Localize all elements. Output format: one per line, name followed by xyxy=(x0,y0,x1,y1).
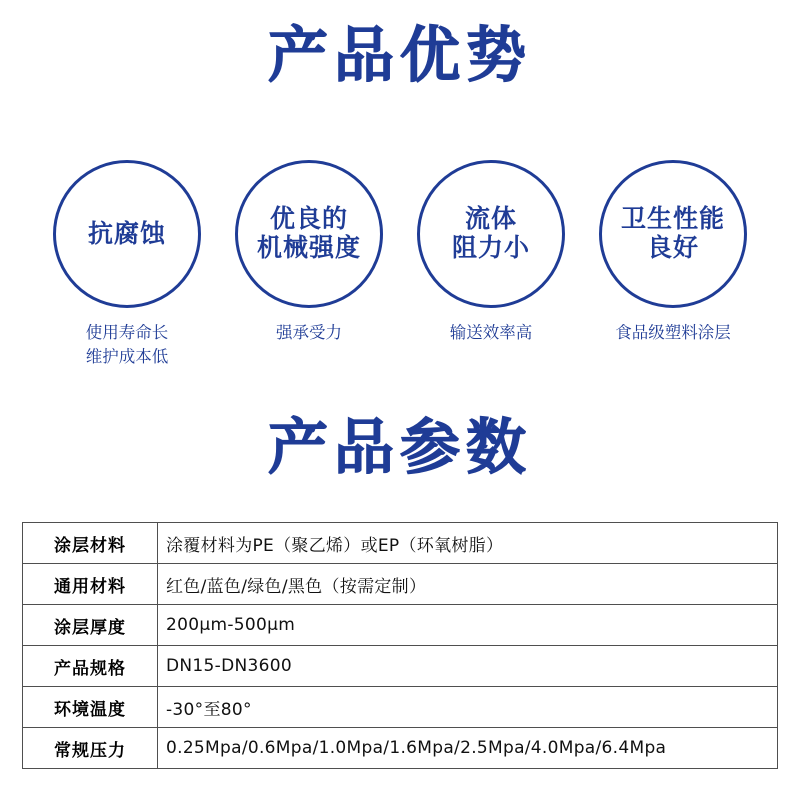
param-label: 涂层厚度 xyxy=(23,605,158,646)
table-row xyxy=(23,523,778,564)
advantage-item-1 xyxy=(41,160,213,370)
advantage-circle-line: 流体 xyxy=(464,205,517,233)
param-label: 涂层材料 xyxy=(23,523,158,564)
advantage-caption-4 xyxy=(615,322,731,346)
param-value: DN15-DN3600 xyxy=(158,646,778,687)
param-value: 200μm-500μm xyxy=(158,605,778,646)
advantage-caption-1 xyxy=(86,322,169,370)
param-label: 常规压力 xyxy=(23,728,158,769)
advantage-caption-line: 强承受力 xyxy=(276,324,342,342)
table-row xyxy=(23,605,778,646)
advantage-circle-3 xyxy=(417,160,565,308)
table-row xyxy=(23,687,778,728)
advantage-list xyxy=(0,160,800,400)
advantage-circle-2 xyxy=(235,160,383,308)
advantage-caption-3 xyxy=(450,322,533,346)
param-value: 0.25Mpa/0.6Mpa/1.0Mpa/1.6Mpa/2.5Mpa/4.0Mpa/6.4Mpa xyxy=(158,728,778,769)
advantage-item-4 xyxy=(587,160,759,346)
advantage-circle-line: 卫生性能 xyxy=(620,205,725,233)
parameters-table xyxy=(22,522,778,769)
page-title-parameters: 产品参数 xyxy=(268,413,532,483)
advantage-circle-line: 良好 xyxy=(646,234,699,262)
advantage-circle-4 xyxy=(599,160,747,308)
advantage-circle-line: 优良的 xyxy=(269,205,348,233)
advantage-circle-line: 抗腐蚀 xyxy=(87,219,166,248)
advantage-item-3 xyxy=(405,160,577,346)
advantage-caption-line: 食品级塑料涂层 xyxy=(615,324,731,342)
table-row xyxy=(23,728,778,769)
advantage-item-2 xyxy=(223,160,395,346)
advantage-circle-line: 机械强度 xyxy=(256,234,361,262)
param-label: 通用材料 xyxy=(23,564,158,605)
table-row xyxy=(23,646,778,687)
advantage-caption-2 xyxy=(276,322,342,346)
advantage-caption-line: 使用寿命长 xyxy=(85,324,169,342)
param-value: 红色/蓝色/绿色/黑色（按需定制） xyxy=(158,564,778,605)
advantage-caption-line: 输送效率高 xyxy=(449,324,533,342)
advantage-caption-line: 维护成本低 xyxy=(85,347,169,366)
param-value: -30°至80° xyxy=(158,687,778,728)
advantage-circle-1 xyxy=(53,160,201,308)
page-title-advantage: 产品优势 xyxy=(268,21,532,91)
table-row xyxy=(23,564,778,605)
advantage-circle-line: 阻力小 xyxy=(451,234,530,262)
param-label: 产品规格 xyxy=(23,646,158,687)
param-value: 涂覆材料为PE（聚乙烯）或EP（环氧树脂） xyxy=(158,523,778,564)
param-label: 环境温度 xyxy=(23,687,158,728)
